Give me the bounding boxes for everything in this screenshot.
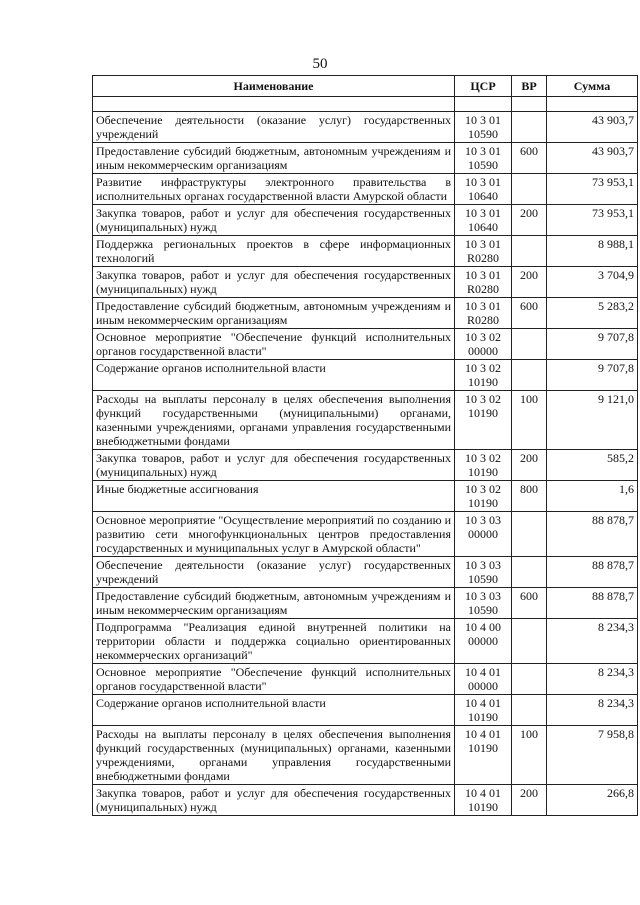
- budget-table: [92, 75, 638, 816]
- row-csr-cell: 10 3 01 R0280: [455, 298, 512, 329]
- row-name-cell: Расходы на выплаты персоналу в целях обеспечения выполнения функций государственными (муниципальными) органами, казенными учреждениями, органами управления государственными внебюджетными фондами: [93, 391, 455, 450]
- row-sum-cell: 1,6: [547, 481, 638, 512]
- row-name-cell: Закупка товаров, работ и услуг для обеспечения государственных (муниципальных) нужд: [93, 205, 455, 236]
- row-vr-cell: 600: [512, 588, 547, 619]
- row-csr-cell: 10 3 01 R0280: [455, 236, 512, 267]
- row-vr-cell: [512, 695, 547, 726]
- row-name-cell: Развитие инфраструктуры электронного правительства в исполнительных органах государственной власти Амурской области: [93, 174, 455, 205]
- table-row: [93, 174, 638, 205]
- table-row: [93, 236, 638, 267]
- row-vr-cell: [512, 236, 547, 267]
- header-sum: Сумма: [547, 76, 638, 97]
- row-vr-cell: 200: [512, 450, 547, 481]
- table-row: [93, 450, 638, 481]
- row-name-cell: Содержание органов исполнительной власти: [93, 695, 455, 726]
- row-name-cell: Предоставление субсидий бюджетным, автономным учреждениям и иным некоммерческим организациям: [93, 143, 455, 174]
- row-csr-cell: 10 3 02 10190: [455, 360, 512, 391]
- row-vr-cell: [512, 557, 547, 588]
- row-name-cell: Содержание органов исполнительной власти: [93, 360, 455, 391]
- row-vr-cell: [512, 512, 547, 557]
- row-vr-cell: 100: [512, 726, 547, 785]
- row-csr-cell: 10 4 01 00000: [455, 664, 512, 695]
- row-name-cell: Подпрограмма "Реализация единой внутренней политики на территории области и поддержка социально ориентированных некоммерческих организаций": [93, 619, 455, 664]
- row-csr-cell: 10 3 01 10640: [455, 205, 512, 236]
- table-row: [93, 298, 638, 329]
- row-vr-cell: [512, 174, 547, 205]
- row-name-cell: Основное мероприятие "Обеспечение функций исполнительных органов государственной власти": [93, 329, 455, 360]
- row-vr-cell: 100: [512, 391, 547, 450]
- row-name-cell: Обеспечение деятельности (оказание услуг) государственных учреждений: [93, 557, 455, 588]
- row-name-cell: Основное мероприятие "Обеспечение функций исполнительных органов государственной власти": [93, 664, 455, 695]
- row-csr-cell: 10 3 02 10190: [455, 481, 512, 512]
- header-name: Наименование: [93, 76, 455, 97]
- row-sum-cell: 5 283,2: [547, 298, 638, 329]
- row-csr-cell: 10 4 01 10190: [455, 695, 512, 726]
- row-csr-cell: 10 4 00 00000: [455, 619, 512, 664]
- row-vr-cell: [512, 619, 547, 664]
- row-sum-cell: 43 903,7: [547, 112, 638, 143]
- row-name-cell: Иные бюджетные ассигнования: [93, 481, 455, 512]
- row-vr-cell: [512, 360, 547, 391]
- row-csr-cell: 10 3 02 10190: [455, 391, 512, 450]
- table-row: [93, 588, 638, 619]
- row-sum-cell: 8 234,3: [547, 695, 638, 726]
- row-csr-cell: 10 4 01 10190: [455, 785, 512, 816]
- table-row: [93, 664, 638, 695]
- table-row: [93, 785, 638, 816]
- row-vr-cell: [512, 112, 547, 143]
- table-row: [93, 329, 638, 360]
- row-name-cell: Расходы на выплаты персоналу в целях обеспечения выполнения функций государственных (муниципальных) органами, казенными учреждениями, органами управления государственными внебюджетными фондами: [93, 726, 455, 785]
- table-row: [93, 619, 638, 664]
- table-row: [93, 512, 638, 557]
- row-vr-cell: 200: [512, 267, 547, 298]
- row-vr-cell: 800: [512, 481, 547, 512]
- row-sum-cell: 266,8: [547, 785, 638, 816]
- table-row: [93, 267, 638, 298]
- table-row: [93, 391, 638, 450]
- row-vr-cell: [512, 329, 547, 360]
- table-row: [93, 695, 638, 726]
- row-vr-cell: [512, 664, 547, 695]
- header-csr: ЦСР: [455, 76, 512, 97]
- row-sum-cell: 3 704,9: [547, 267, 638, 298]
- row-csr-cell: 10 3 01 10590: [455, 112, 512, 143]
- header-vr: ВР: [512, 76, 547, 97]
- row-sum-cell: 43 903,7: [547, 143, 638, 174]
- row-csr-cell: 10 3 02 00000: [455, 329, 512, 360]
- row-name-cell: Основное мероприятие "Осуществление мероприятий по созданию и развитию сети многофункциональных центров предоставления государственных и муниципальных услуг в Амурской области": [93, 512, 455, 557]
- row-csr-cell: 10 3 02 10190: [455, 450, 512, 481]
- spacer-row: [93, 97, 638, 112]
- row-name-cell: Закупка товаров, работ и услуг для обеспечения государственных (муниципальных) нужд: [93, 450, 455, 481]
- row-sum-cell: 88 878,7: [547, 512, 638, 557]
- row-csr-cell: 10 3 01 10640: [455, 174, 512, 205]
- row-sum-cell: 9 121,0: [547, 391, 638, 450]
- row-sum-cell: 9 707,8: [547, 360, 638, 391]
- row-sum-cell: 88 878,7: [547, 557, 638, 588]
- row-name-cell: Предоставление субсидий бюджетным, автономным учреждениям и иным некоммерческим организациям: [93, 588, 455, 619]
- row-name-cell: Закупка товаров, работ и услуг для обеспечения государственных (муниципальных) нужд: [93, 267, 455, 298]
- row-name-cell: Обеспечение деятельности (оказание услуг) государственных учреждений: [93, 112, 455, 143]
- row-sum-cell: 8 234,3: [547, 619, 638, 664]
- row-vr-cell: 200: [512, 785, 547, 816]
- table-body: [93, 97, 638, 816]
- row-csr-cell: 10 3 03 00000: [455, 512, 512, 557]
- table-row: [93, 112, 638, 143]
- row-name-cell: Закупка товаров, работ и услуг для обеспечения государственных (муниципальных) нужд: [93, 785, 455, 816]
- row-sum-cell: 8 234,3: [547, 664, 638, 695]
- row-csr-cell: 10 3 03 10590: [455, 588, 512, 619]
- table-header-row: [93, 76, 638, 97]
- row-sum-cell: 9 707,8: [547, 329, 638, 360]
- table-row: [93, 205, 638, 236]
- row-vr-cell: 600: [512, 143, 547, 174]
- row-sum-cell: 8 988,1: [547, 236, 638, 267]
- table-row: [93, 360, 638, 391]
- page-number: 50: [312, 56, 328, 72]
- row-csr-cell: 10 4 01 10190: [455, 726, 512, 785]
- row-vr-cell: 600: [512, 298, 547, 329]
- row-sum-cell: 88 878,7: [547, 588, 638, 619]
- row-name-cell: Поддержка региональных проектов в сфере информационных технологий: [93, 236, 455, 267]
- row-csr-cell: 10 3 01 R0280: [455, 267, 512, 298]
- table-row: [93, 143, 638, 174]
- row-csr-cell: 10 3 01 10590: [455, 143, 512, 174]
- table-row: [93, 557, 638, 588]
- row-sum-cell: 7 958,8: [547, 726, 638, 785]
- row-sum-cell: 585,2: [547, 450, 638, 481]
- row-name-cell: Предоставление субсидий бюджетным, автономным учреждениям и иным некоммерческим организациям: [93, 298, 455, 329]
- row-sum-cell: 73 953,1: [547, 174, 638, 205]
- table-row: [93, 726, 638, 785]
- row-csr-cell: 10 3 03 10590: [455, 557, 512, 588]
- table-row: [93, 481, 638, 512]
- row-sum-cell: 73 953,1: [547, 205, 638, 236]
- row-vr-cell: 200: [512, 205, 547, 236]
